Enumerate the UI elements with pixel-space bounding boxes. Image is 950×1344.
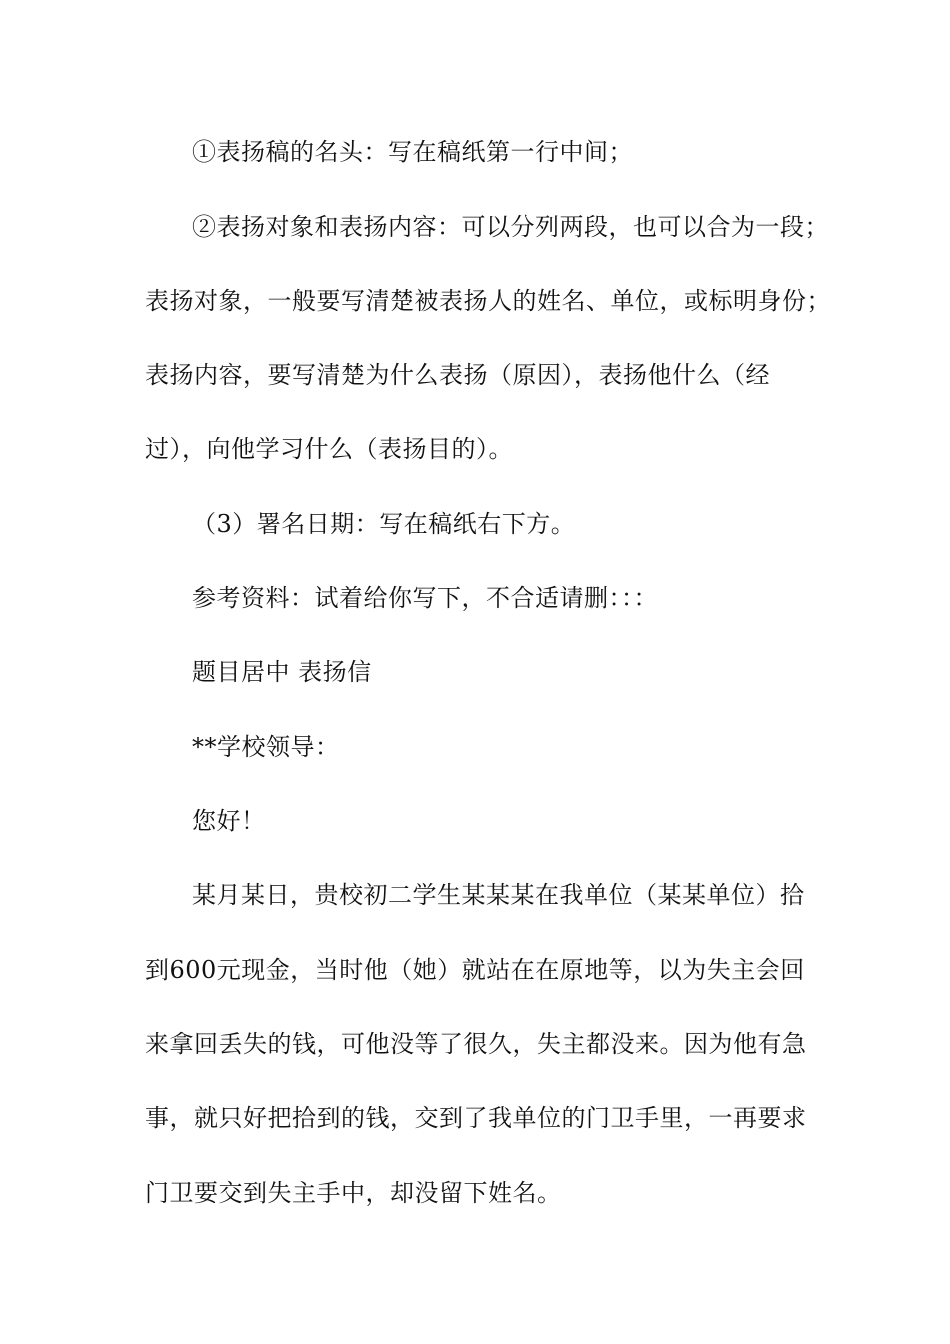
text-line-heading-rule: ①表扬稿的名头：写在稿纸第一行中间； <box>192 138 633 166</box>
text-line-object-content-rule: ②表扬对象和表扬内容：可以分列两段，也可以合为一段； <box>192 213 829 241</box>
text-line-reference: 参考资料：试着给你写下，不合适请删：：： <box>192 584 658 612</box>
text-line-body-1: 某月某日，贵校初二学生某某某在我单位（某某单位）拾 <box>192 881 805 909</box>
text-line-title: 题目居中 表扬信 <box>192 658 372 686</box>
text-line-salutation: **学校领导： <box>192 733 340 761</box>
text-line-body-2: 到600元现金，当时他（她）就站在在原地等，以为失主会回 <box>145 956 805 984</box>
text-line-body-4: 事，就只好把拾到的钱，交到了我单位的门卫手里，一再要求 <box>145 1104 807 1132</box>
text-line-body-3: 来拿回丢失的钱，可他没等了很久，失主都没来。因为他有急 <box>145 1030 807 1058</box>
text-line-signature-rule: （3）署名日期：写在稿纸右下方。 <box>192 510 576 538</box>
text-line-greeting: 您好！ <box>192 807 266 835</box>
text-line-content-detail-cont: 过），向他学习什么（表扬目的）。 <box>145 435 513 463</box>
text-line-object-detail: 表扬对象，一般要写清楚被表扬人的姓名、单位，或标明身份； <box>145 287 831 315</box>
text-line-content-detail: 表扬内容，要写清楚为什么表扬（原因），表扬他什么（经 <box>145 361 770 389</box>
text-line-body-5: 门卫要交到失主手中，却没留下姓名。 <box>145 1179 562 1207</box>
